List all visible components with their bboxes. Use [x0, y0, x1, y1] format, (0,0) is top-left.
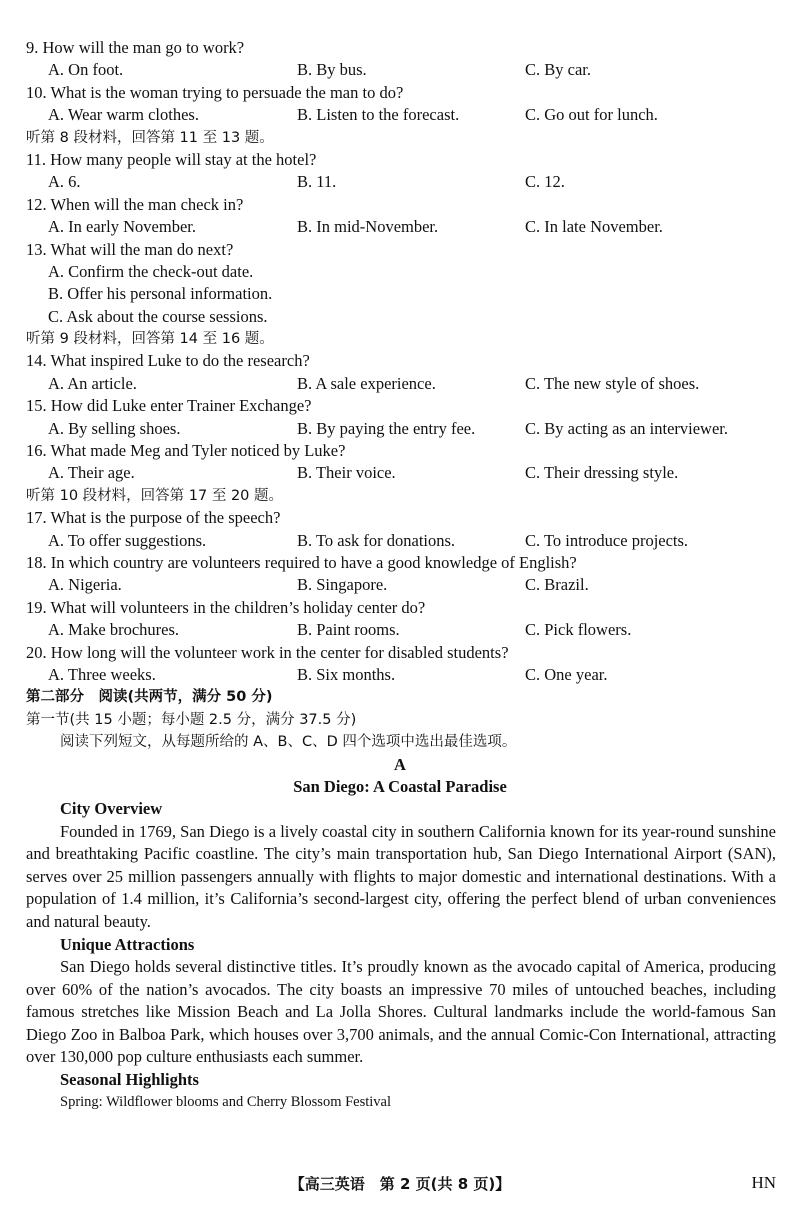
section-heading: 听第 10 段材料，回答第 17 至 20 题。 [26, 487, 284, 504]
option-b: B. Paint rooms. [297, 620, 400, 640]
option-a: A. An article. [48, 373, 137, 393]
option-c: C. By acting as an interviewer. [525, 418, 728, 438]
option-b: B. A sale experience. [297, 373, 436, 393]
option-b: B. Offer his personal information. [48, 284, 273, 304]
question-options [0, 462, 800, 484]
question-stem: 18. In which country are volunteers required to have a good knowledge of English? [26, 552, 577, 572]
option-c: C. To introduce projects. [525, 530, 689, 550]
option-a: A. On foot. [48, 60, 124, 80]
question-options [0, 530, 800, 552]
question-stem: 14. What inspired Luke to do the research? [26, 351, 310, 371]
subheading: Unique Attractions [60, 934, 195, 954]
option-a: A. Confirm the check-out date. [48, 261, 254, 281]
footer-title: 【高三英语 第 2 页(共 8 页)】 [289, 1175, 511, 1193]
option-b: B. Singapore. [297, 575, 388, 595]
option-c: C. In late November. [525, 217, 663, 237]
option-c: C. By car. [525, 60, 591, 80]
question-options [0, 619, 800, 641]
question-options [0, 216, 800, 238]
option-b: B. 11. [297, 172, 337, 192]
question-options [0, 59, 800, 81]
passage-title: San Diego: A Coastal Paradise [293, 776, 507, 796]
question-options [0, 418, 800, 440]
option-a: A. In early November. [48, 217, 196, 237]
option-b: B. Listen to the forecast. [297, 105, 460, 125]
option-c: C. Ask about the course sessions. [48, 306, 268, 326]
exam-page [0, 37, 800, 1114]
option-a: A. Their age. [48, 463, 135, 483]
page-footer [0, 1173, 800, 1197]
option-a: A. Wear warm clothes. [48, 105, 199, 125]
section-heading: 听第 8 段材料，回答第 11 至 13 题。 [26, 129, 274, 146]
question-options [0, 373, 800, 395]
question-stem: 19. What will volunteers in the children’s holiday center do? [26, 597, 426, 617]
option-c: C. The new style of shoes. [525, 373, 700, 393]
option-c: C. Go out for lunch. [525, 105, 658, 125]
option-c: C. 12. [525, 172, 565, 192]
section-heading: 第一节(共 15 小题；每小题 2.5 分，满分 37.5 分) [26, 711, 357, 728]
question-stem: 20. How long will the volunteer work in the center for disabled students? [26, 642, 509, 662]
question-stem: 16. What made Meg and Tyler noticed by Luke? [26, 441, 346, 461]
section-heading: 听第 9 段材料，回答第 14 至 16 题。 [26, 331, 274, 348]
option-a: A. 6. [48, 172, 81, 192]
part-heading: 第二部分 阅读(共两节，满分 50 分) [26, 689, 273, 706]
option-b: B. Their voice. [297, 463, 396, 483]
subheading: Seasonal Highlights [60, 1070, 199, 1089]
option-a: A. Nigeria. [48, 575, 122, 595]
paragraph: Founded in 1769, San Diego is a lively coastal city in southern California known for its year-round sunshine and breathtaking Pacific coastline. The city’s main transportation hub, San Diego International Airport (SAN), serves over 25 million passengers annually with flights to major domestic and international destinations. With a population of 1.4 million, it’s California’s second-largest city, offering the perfect blend of urban conveniences and natural beauty. [26, 821, 776, 932]
option-b: B. To ask for donations. [297, 530, 456, 550]
question-options [0, 574, 800, 596]
question-options [0, 664, 800, 686]
passage-letter: A [394, 754, 406, 774]
option-b: B. In mid-November. [297, 217, 439, 237]
option-a: A. Make brochures. [48, 620, 180, 640]
option-b: B. By paying the entry fee. [297, 418, 476, 438]
paragraph: San Diego holds several distinctive titles. It’s proudly known as the avocado capital of America, producing over 60% of the nation’s avocados. The city boasts an impressive 70 miles of untouched beaches, including famous stretches like Mission Beach and La Jolla Shores. Cultural landmarks include the world-famous San Diego Zoo in Balboa Park, which houses over 3,700 animals, and the annual Comic-Con International, attracting over 130,000 pop culture enthusiasts each summer. [26, 957, 776, 1067]
question-stem: 10. What is the woman trying to persuade the man to do? [26, 82, 404, 102]
option-a: A. To offer suggestions. [48, 530, 207, 550]
option-c: C. Their dressing style. [525, 463, 679, 483]
question-options [0, 104, 800, 126]
option-c: C. Brazil. [525, 575, 589, 595]
instruction: 阅读下列短文，从每题所给的 A、B、C、D 四个选项中选出最佳选项。 [60, 734, 517, 751]
question-stem: 12. When will the man check in? [26, 194, 244, 214]
option-b: B. Six months. [297, 664, 396, 684]
question-stem: 15. How did Luke enter Trainer Exchange? [26, 396, 312, 416]
option-c: C. Pick flowers. [525, 620, 632, 640]
footer-code: HN [751, 1173, 776, 1192]
question-options [0, 171, 800, 193]
season-item: Spring: Wildflower blooms and Cherry Blossom Festival [60, 1094, 392, 1111]
option-c: C. One year. [525, 664, 608, 684]
question-stem: 9. How will the man go to work? [26, 38, 245, 57]
option-a: A. By selling shoes. [48, 418, 181, 438]
option-b: B. By bus. [297, 60, 367, 80]
subheading: City Overview [60, 799, 163, 819]
question-stem: 11. How many people will stay at the hotel? [26, 149, 317, 169]
question-stem: 13. What will the man do next? [26, 239, 234, 259]
option-a: A. Three weeks. [48, 664, 156, 684]
question-stem: 17. What is the purpose of the speech? [26, 508, 281, 528]
